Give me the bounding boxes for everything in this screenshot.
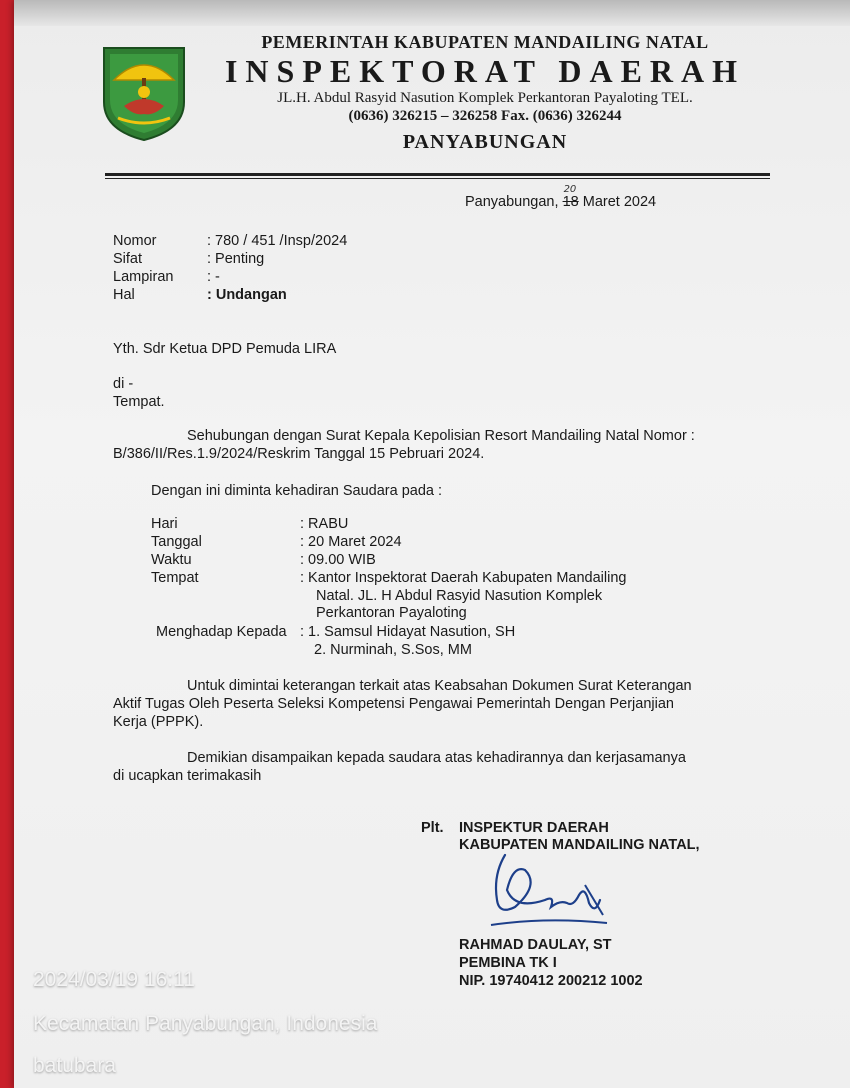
meta-value-sifat: : Penting	[207, 251, 265, 267]
body-paragraph-1: Sehubungan dengan Surat Kepala Kepolisian Resort Mandailing Natal Nomor :	[187, 428, 695, 444]
date-day-corrected: 20	[563, 184, 577, 195]
body-paragraph-2: Dengan ini diminta kehadiran Saudara pada :	[151, 483, 443, 499]
letterhead-address: JL.H. Abdul Rasyid Nasution Komplek Perkantoran Payaloting TEL.	[277, 90, 693, 106]
detail-value-menghadap-1: : 1. Samsul Hidayat Nasution, SH	[300, 624, 516, 640]
signature-rank: PEMBINA TK I	[459, 955, 557, 971]
detail-value-tempat-line2: Natal. JL. H Abdul Rasyid Nasution Komplek	[316, 588, 603, 604]
body-paragraph-3-line1: Untuk dimintai keterangan terkait atas Keabsahan Dokumen Surat Keterangan	[187, 678, 692, 694]
meta-value-hal: : Undangan	[207, 287, 287, 303]
detail-label-tempat: Tempat	[151, 570, 199, 586]
meta-label-sifat: Sifat	[113, 251, 143, 267]
meta-label-hal: Hal	[113, 287, 135, 303]
signature-name: RAHMAD DAULAY, ST	[459, 937, 612, 953]
letterhead-phone: (0636) 326215 – 326258 Fax. (0636) 326244	[348, 108, 622, 124]
detail-label-hari: Hari	[151, 516, 178, 532]
detail-label-tanggal: Tanggal	[151, 534, 202, 550]
signature-title-2: KABUPATEN MANDAILING NATAL,	[459, 837, 700, 853]
handwritten-signature-icon	[485, 845, 615, 935]
meta-value-lampiran: : -	[207, 269, 220, 285]
letter-date	[465, 184, 657, 210]
letterhead-city: PANYABUNGAN	[402, 131, 568, 153]
body-paragraph-1-continued: B/386/II/Res.1.9/2024/Reskrim Tanggal 15 Pebruari 2024.	[113, 446, 485, 462]
body-paragraph-4-line1: Demikian disampaikan kepada saudara atas kehadirannya dan kerjasamanya	[187, 750, 686, 766]
letterhead	[190, 28, 780, 154]
detail-value-menghadap-2: 2. Nurminah, S.Sos, MM	[314, 642, 472, 658]
detail-value-tempat: : Kantor Inspektorat Daerah Kabupaten Mandailing	[300, 570, 627, 586]
letterhead-rule-thin	[105, 178, 770, 179]
recipient-di: di -	[113, 376, 134, 392]
letterhead-government: PEMERINTAH KABUPATEN MANDAILING NATAL	[261, 32, 709, 52]
signature-nip: NIP. 19740412 200212 1002	[459, 973, 643, 989]
meta-value-nomor: : 780 / 451 /Insp/2024	[207, 233, 348, 249]
body-paragraph-3-line3: Kerja (PPPK).	[113, 714, 204, 730]
detail-value-tempat-line3: Perkantoran Payaloting	[316, 605, 467, 621]
photo-user: batubara	[33, 1054, 116, 1077]
recipient-place: Tempat.	[113, 394, 165, 410]
meta-label-lampiran: Lampiran	[113, 269, 174, 285]
photo-timestamp: 2024/03/19 16:11	[33, 968, 195, 991]
detail-label-menghadap: Menghadap Kepada	[156, 624, 287, 640]
letterhead-rule-thick	[105, 173, 770, 176]
photo-location: Kecamatan Panyabungan, Indonesia	[33, 1012, 378, 1035]
detail-value-tanggal: : 20 Maret 2024	[300, 534, 402, 550]
detail-label-waktu: Waktu	[151, 552, 192, 568]
body-paragraph-4-line2: di ucapkan terimakasih	[113, 768, 262, 784]
regency-logo-icon	[100, 42, 188, 142]
paper-fold-shadow	[14, 0, 850, 26]
letter-paper	[14, 0, 850, 1088]
date-month-year: Maret 2024	[582, 194, 657, 210]
detail-value-waktu: : 09.00 WIB	[300, 552, 376, 568]
recipient-name: Yth. Sdr Ketua DPD Pemuda LIRA	[113, 341, 337, 357]
signature-title-1: INSPEKTUR DAERAH	[459, 820, 609, 836]
meta-label-nomor: Nomor	[113, 233, 157, 249]
date-place: Panyabungan,	[465, 194, 559, 210]
detail-value-hari: : RABU	[300, 516, 349, 532]
signature-prefix: Plt.	[421, 820, 444, 836]
letterhead-office: INSPEKTORAT DAERAH	[224, 53, 746, 89]
date-day-original: 18	[562, 194, 579, 210]
body-paragraph-3-line2: Aktif Tugas Oleh Peserta Seleksi Kompetensi Pengawai Pemerintah Dengan Perjanjian	[113, 696, 674, 712]
